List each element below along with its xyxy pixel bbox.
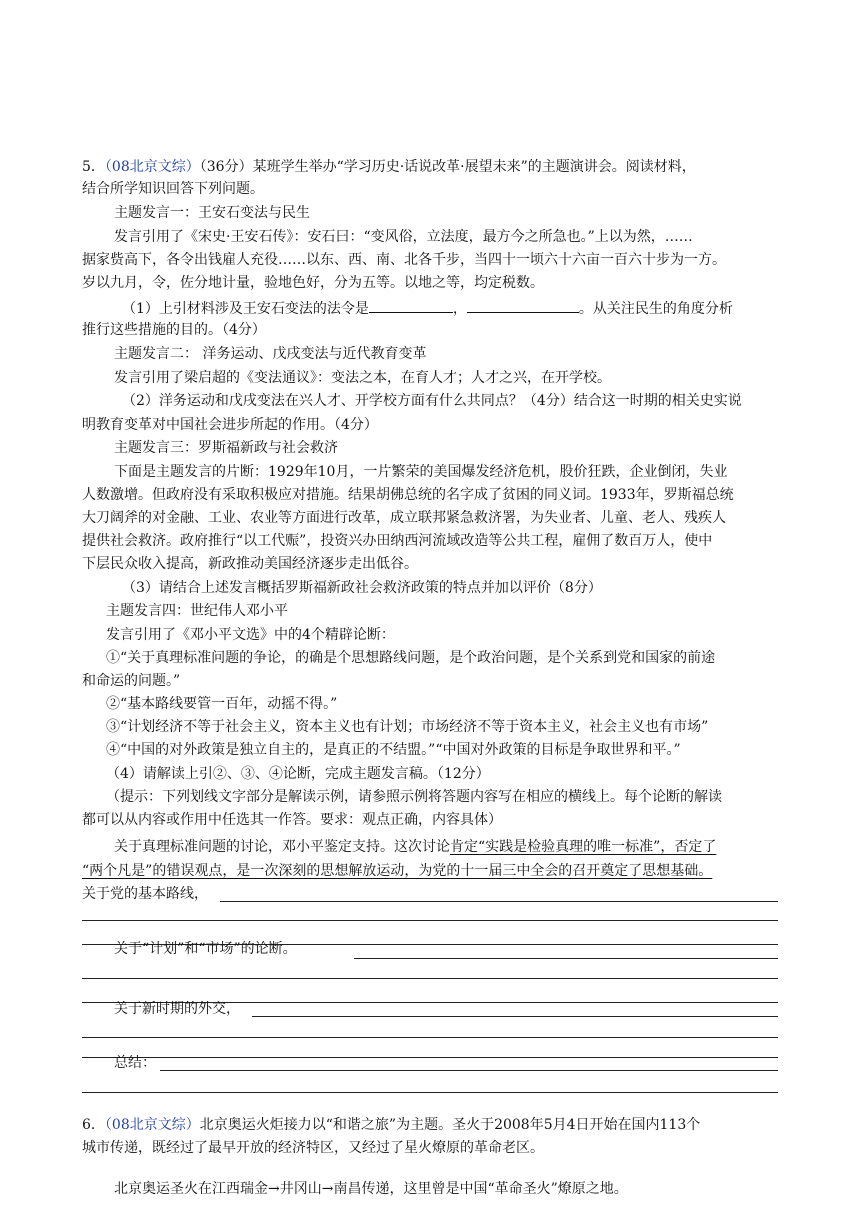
- q5-intro-line-1: [82, 158, 696, 176]
- topic1-paragraph-line-1: 发言引用了《宋史·王安石传》：安石曰：“变风俗，立法度，最方今之所急也。”上以为然，……: [114, 229, 693, 245]
- q1-text-a: （1）上引材料涉及王安石变法的法令是: [122, 301, 369, 317]
- example-plain-text: 关于真理标准问题的讨论，邓小平鉴定支持。这次讨论: [114, 839, 450, 855]
- q5-source: （08北京文综）: [104, 159, 200, 175]
- q5-intro-line-2: 结合所学知识回答下列问题。: [82, 181, 264, 197]
- topic2-title: 主题发言二： 洋务运动、戊戌变法与近代教育变革: [114, 346, 427, 362]
- q6-intro-line-1: [82, 1116, 700, 1134]
- quote-item-1-line-1: ①“关于真理标准问题的争论，的确是个思想路线问题，是个政治问题，是个关系到党和国家的前途: [106, 650, 716, 666]
- quote-item-3: ③“计划经济不等于社会主义，资本主义也有计划；市场经济不等于资本主义，社会主义也有市场”: [106, 719, 709, 735]
- q5-intro-text: （36分）某班学生举办“学习历史·话说改革·展望未来”的主题演讲会。阅读材料，: [199, 159, 696, 175]
- topic1-title: 主题发言一：王安石变法与民生: [114, 205, 310, 221]
- hint-line-2: 都可以从内容或作用中任选其一作答。要求：观点正确，内容具体）: [82, 812, 502, 828]
- topic3-paragraph-line-1: 下面是主题发言的片断：1929年10月，一片繁荣的美国爆发经济危机，股价狂跌，企业倒闭，失业: [114, 464, 728, 480]
- q1-separator: ，: [452, 301, 467, 317]
- answer3-line-2[interactable]: [82, 1037, 778, 1038]
- topic3-paragraph-line-2: 人数激增。但政府没有采取积极应对措施。结果胡佛总统的名字成了贫困的同义词。1933年，罗斯福总统: [82, 487, 734, 503]
- answer1-line-2[interactable]: [82, 920, 778, 921]
- q6-intro-line-2: 城市传递，既经过了最早开放的经济特区，又经过了星火燎原的革命老区。: [82, 1140, 544, 1156]
- answer2-label: 关于“计划”和“市场”的论断。: [114, 941, 297, 957]
- hint-line-1: （提示：下列划线文字部分是解读示例，请参照示例将答题内容写在相应的横线上。每个论断的解读: [106, 789, 722, 805]
- answer4-line-2[interactable]: [82, 1092, 778, 1093]
- q1-answer-blank-2[interactable]: [467, 298, 579, 313]
- answer3-line-1[interactable]: [252, 1016, 778, 1017]
- topic3-paragraph-line-4: 提供社会救济。政府推行“以工代赈”，投资兴办田纳西河流域改造等公共工程，雇佣了数百万人，使中: [82, 533, 713, 549]
- answer4-line-1[interactable]: [160, 1070, 778, 1071]
- quote-item-1-line-2: 和命运的问题。”: [82, 673, 181, 689]
- example-underlined-text-1: 肯定“实践是检验真理的唯一标准”，否定了: [450, 839, 717, 855]
- topic2-paragraph: 发言引用了梁启超的《变法通议》：变法之本，在育人才；人才之兴，在开学校。: [114, 370, 611, 386]
- topic4-paragraph: 发言引用了《邓小平文选》中的4个精辟论断：: [106, 627, 395, 643]
- topic3-paragraph-line-3: 大刀阔斧的对金融、工业、农业等方面进行改革，成立联邦紧急救济署，为失业者、儿童、老人、残疾人: [82, 510, 726, 526]
- example-underlined-text-2: “两个凡是”的错误观点，是一次深刻的思想解放运动，为党的十一届三中全会的召开奠定了思想基础。: [82, 863, 713, 879]
- answer1-label: 关于党的基本路线，: [82, 886, 208, 902]
- q6-paragraph: 北京奥运圣火在江西瑞金→井冈山→南昌传递，这里曾是中国“革命圣火”燎原之地。: [114, 1181, 628, 1197]
- q1-line-1: [122, 298, 733, 318]
- topic4-title: 主题发言四：世纪伟人邓小平: [106, 603, 288, 619]
- q2-line-1: （2）洋务运动和戊戌变法在兴人才、开学校方面有什么共同点？（4分）结合这一时期的相关史实说: [122, 393, 742, 409]
- answer1-line-1[interactable]: [220, 901, 778, 902]
- q1-line-2: 推行这些措施的目的。（4分）: [82, 322, 266, 338]
- topic3-title: 主题发言三：罗斯福新政与社会救济: [114, 440, 338, 456]
- q2-line-2: 明教育变革对中国社会进步所起的作用。（4分）: [82, 417, 378, 433]
- q6-number: 6．: [82, 1117, 105, 1133]
- quote-item-4: ④“中国的对外政策是独立自主的，是真正的不结盟。”“中国对外政策的目标是争取世界和平。”: [106, 742, 681, 758]
- q6-intro-text: 北京奥运火炬接力以“和谐之旅”为主题。圣火于2008年5月4日开始在国内113个: [199, 1117, 701, 1133]
- answer4-label: 总结：: [114, 1055, 156, 1071]
- q1-text-b: 。从关注民生的角度分析: [578, 301, 733, 317]
- answer2-line-2[interactable]: [82, 978, 778, 979]
- answer3-line-3[interactable]: [82, 1057, 778, 1058]
- q3-text: （3）请结合上述发言概括罗斯福新政社会救济政策的特点并加以评价（8分）: [122, 580, 602, 596]
- q5-number: 5．: [82, 159, 105, 175]
- q1-answer-blank-1[interactable]: [369, 298, 453, 313]
- example-line-1: [114, 838, 716, 856]
- answer3-label: 关于新时期的外交，: [114, 1001, 240, 1017]
- quote-item-2: ②“基本路线要管一百年，动摇不得。”: [106, 696, 338, 712]
- topic1-paragraph-line-2: 据家赀高下，各令出钱雇人充役……以东、西、南、北各千步，当四十一顷六十六亩一百六十步为一方。: [82, 252, 726, 268]
- q4-text: （4）请解读上引②、③、④论断，完成主题发言稿。（12分）: [106, 766, 490, 782]
- topic1-paragraph-line-3: 岁以九月，令，佐分地计量，验地色好，分为五等。以地之等，均定税数。: [82, 275, 544, 291]
- answer2-line-1[interactable]: [354, 958, 778, 959]
- topic3-paragraph-line-5: 下层民众收入提高，新政推动美国经济逐步走出低谷。: [82, 556, 418, 572]
- q6-source: （08北京文综）: [104, 1117, 200, 1133]
